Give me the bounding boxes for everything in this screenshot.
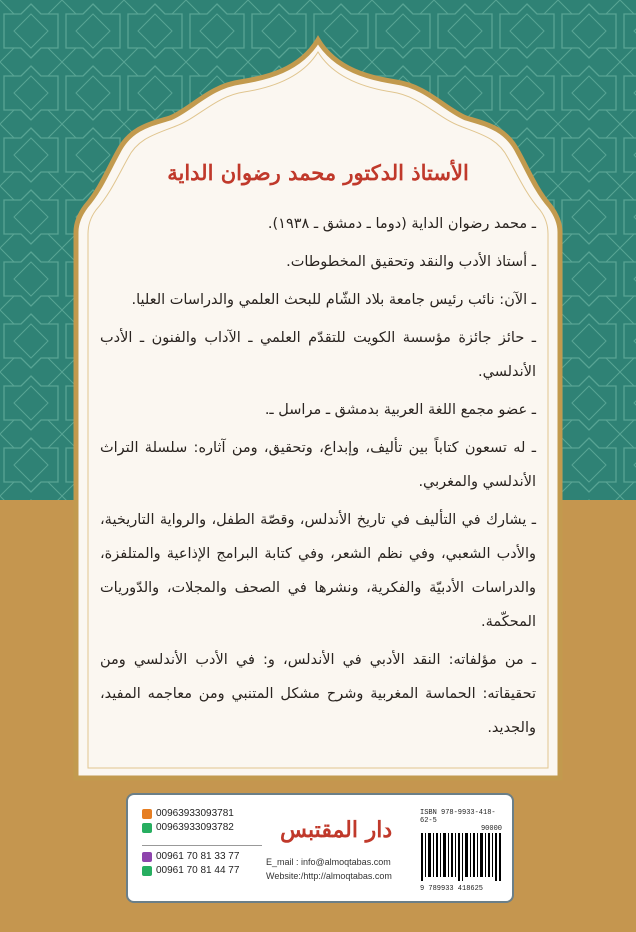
whatsapp-icon <box>142 809 152 819</box>
bio-birth: ـ محمد رضوان الداية (دوما ـ دمشق ـ ١٩٣٨). <box>267 216 536 232</box>
bio-current-position: ـ الآن: نائب رئيس جامعة بلاد الشّام للبحث العلمي والدراسات العليا. <box>131 292 536 308</box>
author-title: الأستاذ الدكتور محمد رضوان الداية <box>167 160 469 185</box>
bio-books: ـ له تسعون كتاباً بين تأليف، وإبداع، وتحقيق، ومن آثاره: سلسلة التراث الأندلسي والمغربي. <box>100 440 536 490</box>
phone-row <box>142 850 262 864</box>
phone-number[interactable]: 00963933093781 <box>156 808 234 819</box>
phone-row <box>142 821 262 835</box>
barcode-digits: 9 789933 418625 <box>420 885 484 893</box>
phone-list <box>142 807 262 878</box>
bio-contributions: ـ يشارك في التأليف في تاريخ الأندلس، وقصّة الطفل، والرواية التاريخية، والأدب الشعبي، وفي نظم الشعر، وفي كتابة البرامج الإذاعية والمتلفزة، والدراسات الأدبيّة والفكرية، ونشرها في الصحف والمجلات، والدّوريات المحكّمة. <box>100 512 536 630</box>
bio-works: ـ من مؤلفاته: النقد الأدبي في الأندلس، و: في الأدب الأندلسي ومن تحقيقاته: الحماسة المغربية وشرح مشكل المتنبي ومن معاجمه المفيد، والجديد. <box>100 652 536 736</box>
phone-number[interactable]: 00961 70 81 33 77 <box>156 851 240 862</box>
website-line[interactable]: Website:/http://almoqtabas.com <box>266 871 392 881</box>
bio-academy-member: ـ عضو مجمع اللغة العربية بدمشق ـ مراسل ـ. <box>264 402 536 418</box>
phone-number[interactable]: 00961 70 81 44 77 <box>156 865 240 876</box>
publisher-contact <box>266 855 416 883</box>
viber-icon <box>142 852 152 862</box>
barcode-small-code: 90000 <box>480 825 502 833</box>
whatsapp-icon <box>142 866 152 876</box>
barcode-bars <box>420 833 502 881</box>
phone-icon <box>142 823 152 833</box>
publisher-logo: دار المقتبس <box>280 817 393 843</box>
phone-row <box>142 864 262 878</box>
phone-number[interactable]: 00963933093782 <box>156 822 234 833</box>
barcode <box>420 809 502 893</box>
publisher-panel <box>126 793 514 903</box>
author-bio-section <box>100 160 536 749</box>
phone-row <box>142 807 262 821</box>
isbn-label: ISBN 978-9933-418-62-5 <box>420 809 496 825</box>
bio-award: ـ حائز جائزة مؤسسة الكويت للتقدّم العلمي ـ الآداب والفنون ـ الأدب الأندلسي. <box>100 330 536 380</box>
bio-profession: ـ أستاذ الأدب والنقد وتحقيق المخطوطات. <box>286 254 536 270</box>
email-line[interactable]: E_mail : info@almoqtabas.com <box>266 857 391 867</box>
